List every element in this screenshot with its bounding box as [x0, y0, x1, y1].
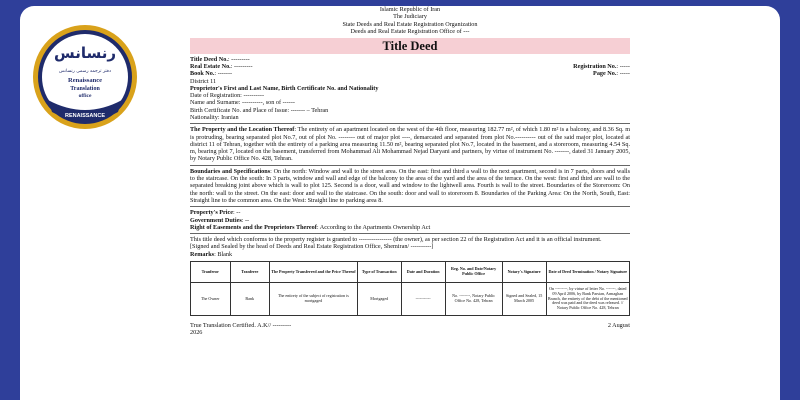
footer-date: 2 August	[607, 322, 630, 330]
proprietor-line: Date of Registration: ----------	[190, 92, 265, 100]
table-cell: Mortgaged	[357, 283, 401, 316]
table-cell: Signed and Sealed, 15 March 2005	[502, 283, 546, 316]
logo-line3: office	[78, 93, 92, 99]
document-title: Title Deed	[190, 38, 630, 54]
header-line: Deeds and Real Estate Registration Office of ---	[350, 28, 470, 36]
registration-no-value: : -----	[616, 62, 630, 70]
price-label: Property's Price	[190, 209, 234, 217]
real-estate-no-label: Real Estate No.	[190, 62, 231, 70]
title-deed-no-label: Title Deed No.	[190, 55, 228, 63]
title-deed-row	[190, 56, 630, 63]
table-header: Date and Duration	[401, 262, 445, 283]
table-header: Tranferor	[191, 262, 231, 283]
price-line	[190, 209, 630, 216]
page-no-value: : -----	[616, 70, 630, 78]
divider	[190, 123, 630, 124]
divider	[190, 233, 630, 234]
transfer-register-table	[190, 261, 630, 316]
easements-line	[190, 224, 630, 231]
table-cell: No. --------, Notary Public Office No. 428, Tehran	[445, 283, 502, 316]
table-cell: Bank	[230, 283, 270, 316]
logo-script: رنسانس	[54, 44, 116, 62]
book-no-value: : -------	[214, 70, 233, 78]
boundaries-label: Boundaries and Specifications	[190, 167, 271, 175]
header-line: Islamic Republic of Iran	[379, 6, 441, 13]
real-estate-row	[190, 63, 630, 70]
remarks-value: : Blank	[214, 250, 233, 258]
property-text: : The entirety of an apartment located on the west of the 4th floor, measuring 182.77 m², of which 1.80 m² is a balcony, and 8.36 Sq. m is protruding, bearing separated plot No.7, out of plot No. -------- out of major plot ----, demarcated and separated from plot No.---------- out of the said major plot, located at district 11 of Tehran, together with the entirety of a parking area measuring 11.50 m², bearing separated plot No.7, located in the basement, and a storeroom, measuring 4.54 Sq. m, bearing plot 7, located on the basement, transferred from Mohammad Ali Mohammad Nejad Daryani and partners, by virtue of instrument No. -------, dated 31 January 2005, by Notary Public Office No. 428, Tehran.	[190, 126, 631, 163]
certification-text: True Translation Certified. A.K// ---------	[190, 322, 292, 330]
book-row	[190, 70, 630, 77]
remarks-label: Remarks	[190, 250, 215, 258]
table-header: Type of Transaction	[357, 262, 401, 283]
footer-year: 2026	[190, 329, 203, 337]
header-line: State Deeds and Real Estate Registration Organization	[342, 20, 478, 28]
divider	[190, 206, 630, 207]
table-cell: On ---------, by virtue of letter No. -------, dated 09 April 2006, by Bank Parsian, Armaghan Branch, the entirety of the debt of the mentioned deed was paid and the deed was released. // Notary Public Office No. 428, Tehran	[546, 283, 629, 316]
table-row	[191, 283, 630, 316]
boundaries-text: : On the north: Window and wall to the street area. On the east: first and third a wall to the next apartment, second is in 7 parts, doors and walls to the staircase. On the south: In 3 parts, window and wall and edge of the balcony to the area of the yard and the area of the terrace. On the west: first and third are wall to the separated breaking joint above which is wall to plot 125. Second is a door, wall and window to the lightwell area. Fourth is wall to the street. Boundaries of the Storeroom: On the north: wall to the street. On the east: door and wall to the staircase. On the south: door and wall to storeroom 8. Boundaries of the Parking Area: On the North, South, East: Straight line to the common area. On the West: Straight line to parking area 8.	[190, 167, 630, 204]
page-no-label: Page No.	[593, 70, 617, 78]
table-header: The Property Transferred and the Price Thereof	[270, 262, 358, 283]
real-estate-no-value: : ---------	[230, 62, 253, 70]
table-cell: -----------	[401, 283, 445, 316]
district: District 11	[190, 77, 217, 85]
property-paragraph	[190, 126, 630, 162]
remarks-line	[190, 251, 630, 258]
boundaries-paragraph	[190, 168, 630, 204]
registration-no-label: Registration No.	[573, 62, 617, 70]
proprietor-line: Birth Certificate No. and Place of Issue: ------- – Tehran	[190, 106, 329, 114]
easements-label: Right of Easements and the Proprietors Thereof	[190, 223, 317, 231]
price-value: : --	[233, 209, 241, 217]
easements-value: : According to the Apartments Ownership Act	[316, 223, 431, 231]
table-cell: The Owner	[191, 283, 231, 316]
logo-ribbon: RENAISSANCE	[64, 113, 106, 119]
table-header: Date of Deed Termination / Notary Signature	[546, 262, 629, 283]
logo-line2: Translation	[70, 86, 100, 92]
proprietor-line: Name and Surname: ----------, son of ------	[190, 99, 295, 107]
granted-text: This title deed which conforms to the property register is granted to ---------------- (the owner), as per section 22 of the Registration Act and it is an official instrument.	[190, 236, 602, 244]
title-deed-no-value: : ---------	[227, 55, 250, 63]
proprietor-heading: Proprietor's First and Last Name, Birth Certificate No. and Nationality	[190, 84, 379, 92]
document-header	[190, 6, 630, 36]
table-header: Reg. No. and Date/Notary Public Office	[445, 262, 502, 283]
duties-line	[190, 217, 630, 224]
renaissance-logo	[30, 22, 140, 132]
proprietor-line: Nationality: Iranian	[190, 114, 239, 121]
duties-value: : --	[241, 216, 250, 224]
document-sheet	[20, 6, 780, 400]
logo-name: Renaissance	[68, 77, 102, 84]
table-header-row	[191, 262, 630, 283]
table-header: Tranferee	[230, 262, 270, 283]
document-footer	[190, 322, 630, 337]
book-no-label: Book No.	[190, 70, 215, 78]
property-label: The Property and the Location Thereof	[190, 126, 295, 134]
divider	[190, 165, 630, 166]
table-header: Notary's Signature	[502, 262, 546, 283]
header-line: The Judiciary	[393, 13, 427, 21]
signed-text: [Signed and Sealed by the head of Deeds and Real Estate Registration Office, Shemiran/ ----------]	[190, 243, 434, 251]
title-deed-document	[190, 6, 630, 337]
table-cell: The entirety of the subject of registration is mortgaged	[270, 283, 358, 316]
logo-subtitle-fa: دفتر ترجمه رسمی رنسانس	[59, 69, 111, 74]
duties-label: Government Duties	[190, 216, 242, 224]
